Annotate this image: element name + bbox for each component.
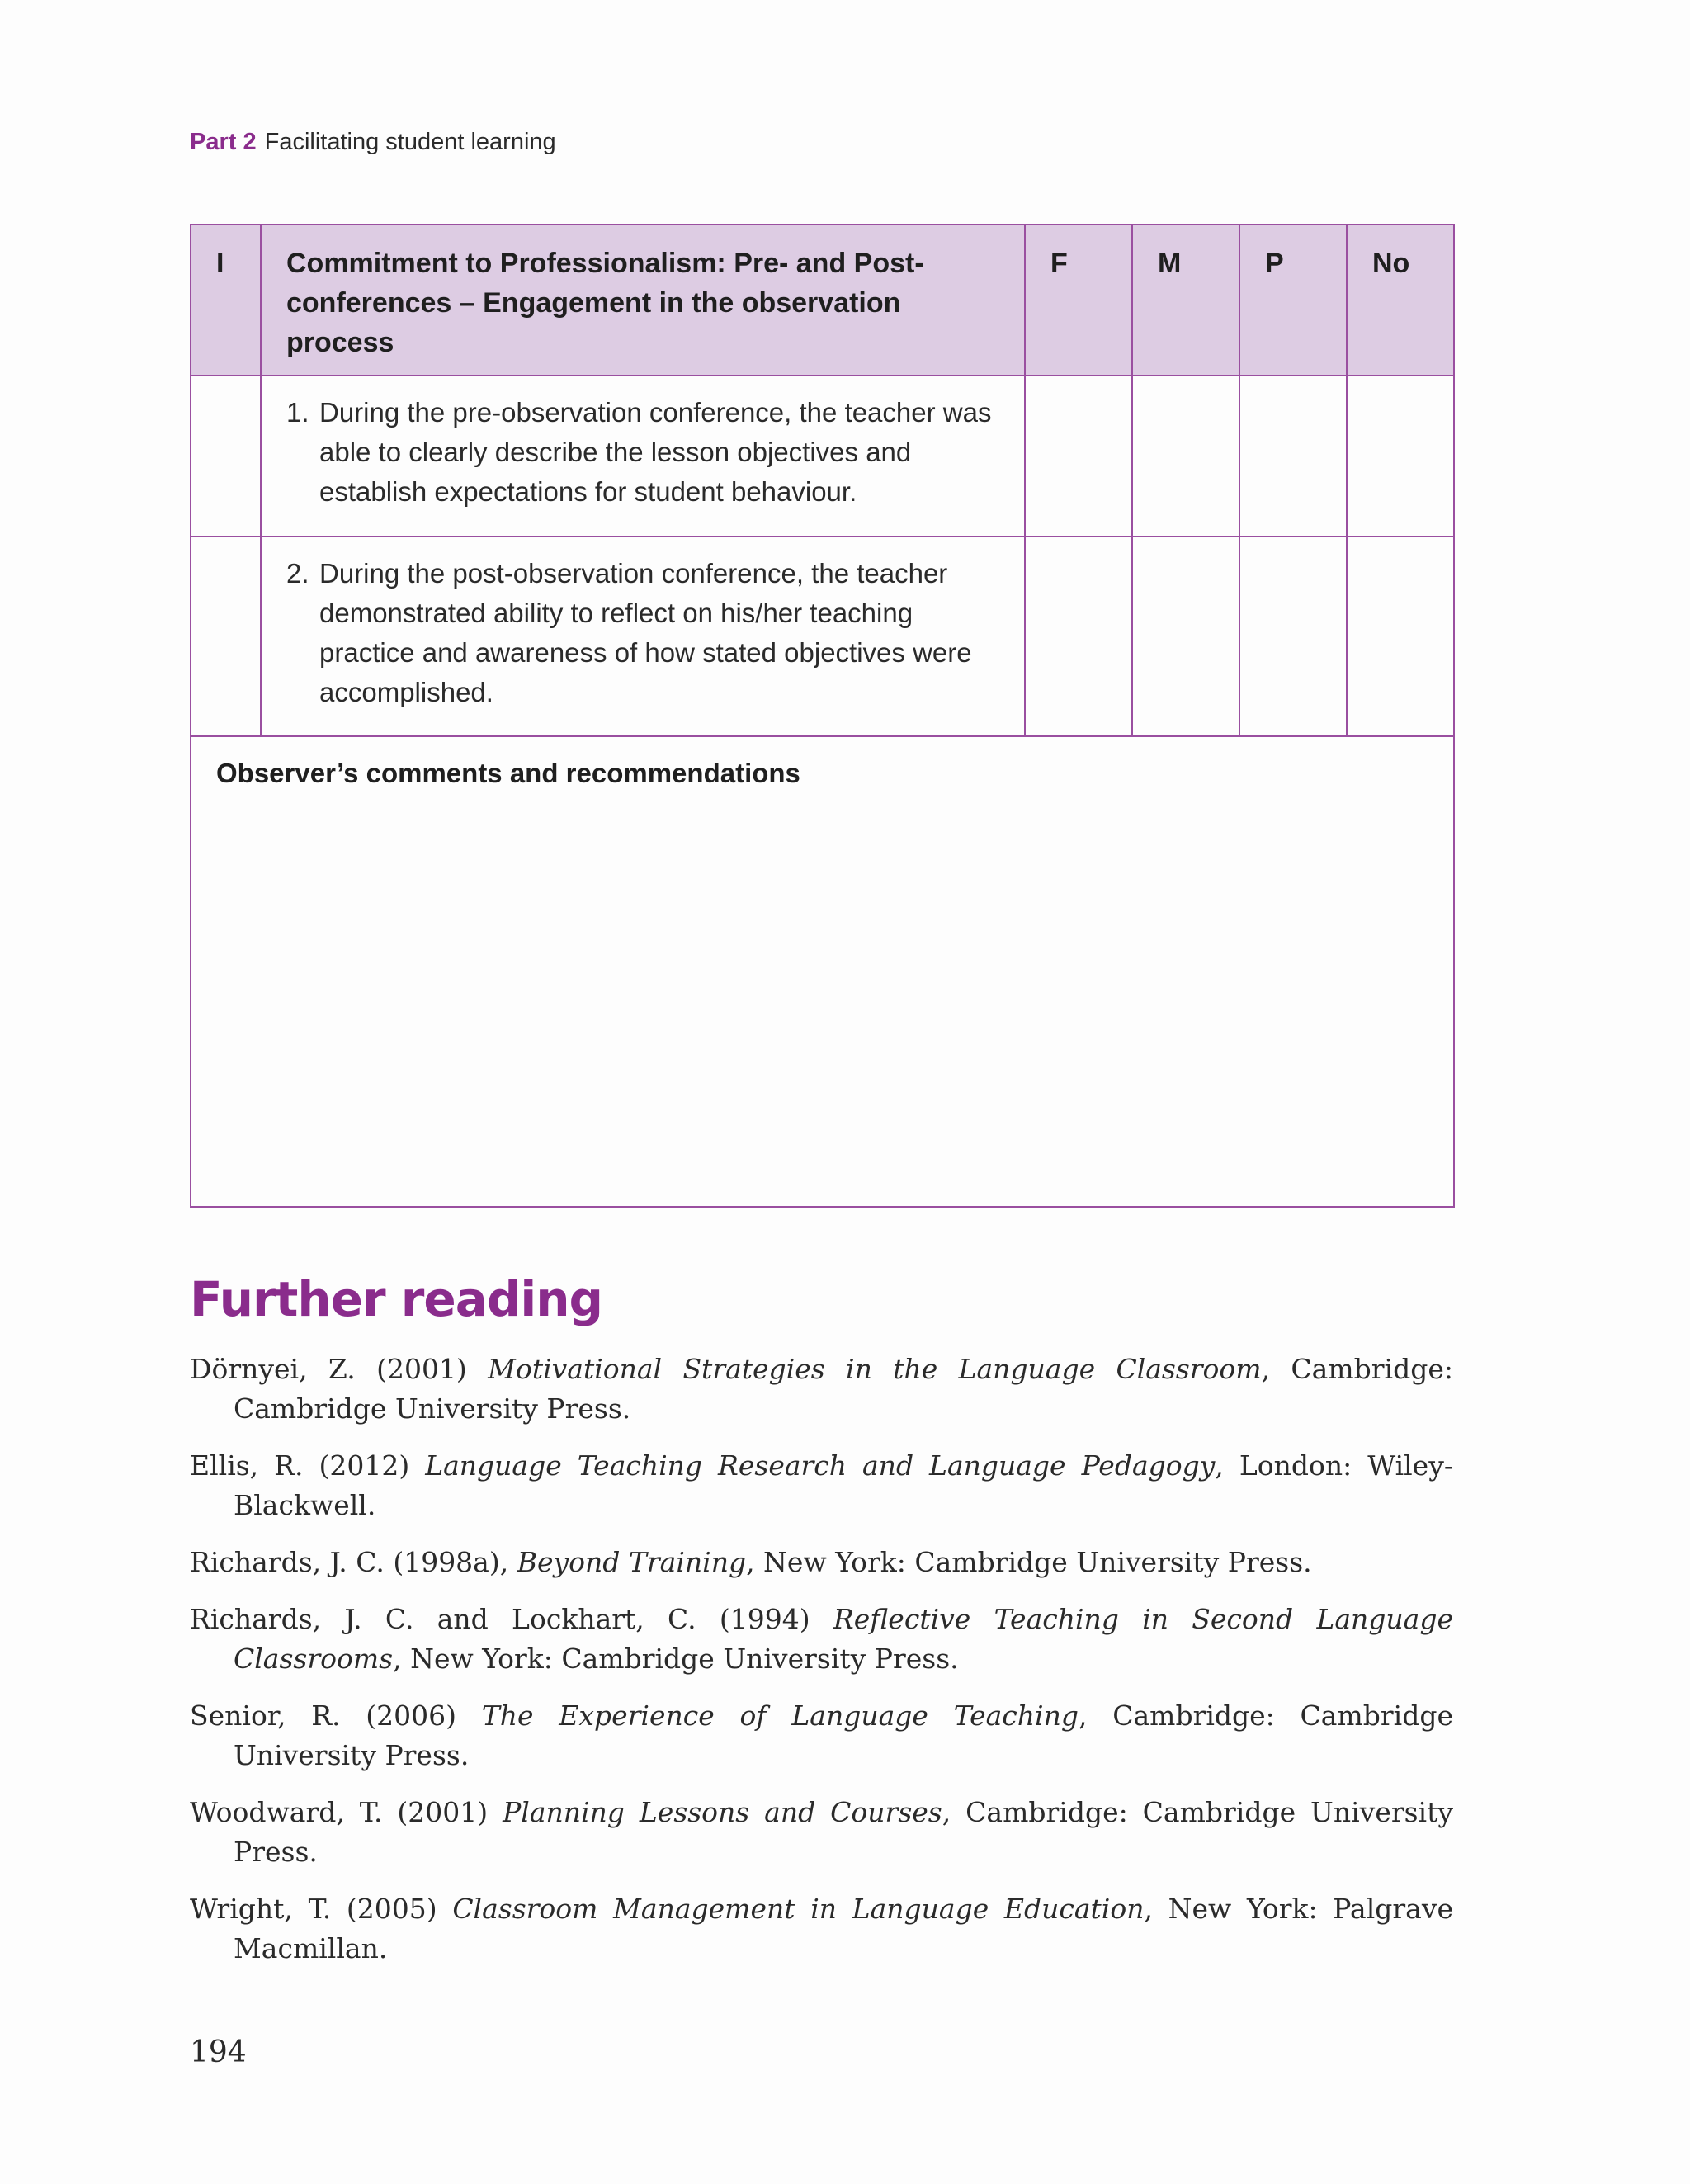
rating-column-p: P — [1239, 225, 1347, 376]
row-number-cell — [191, 537, 261, 736]
reference-author: Woodward, T. (2001) — [190, 1796, 503, 1828]
reference-title: Motivational Strategies in the Language Classroom — [488, 1353, 1262, 1385]
reference-author: Richards, J. C. and Lockhart, C. (1994) — [190, 1603, 833, 1635]
reference-item — [190, 1889, 1453, 1969]
table-row — [191, 537, 1454, 736]
rating-cell-f[interactable] — [1025, 537, 1132, 736]
reference-title: Classroom Management in Language Education — [452, 1893, 1145, 1925]
section-number: I — [191, 225, 261, 376]
reference-publisher: , Cambridge: Cambridge University Press. — [234, 1796, 1454, 1868]
rating-cell-no[interactable] — [1347, 537, 1454, 736]
rating-cell-m[interactable] — [1132, 376, 1239, 537]
part-label: Part 2 — [190, 129, 257, 155]
reference-title: Planning Lessons and Courses — [503, 1796, 942, 1828]
rating-cell-f[interactable] — [1025, 376, 1132, 537]
reference-author: Dörnyei, Z. (2001) — [190, 1353, 489, 1385]
rating-cell-no[interactable] — [1347, 376, 1454, 537]
reference-author: Richards, J. C. (1998a), — [190, 1546, 517, 1578]
row-number-cell — [191, 376, 261, 537]
comments-row — [191, 736, 1454, 1207]
criterion-text: During the post-observation conference, the teacher demonstrated ability to reflect on his/her teaching practice and awareness of how stated objectives were accomplished. — [319, 558, 972, 707]
running-head — [190, 129, 556, 156]
reference-title: Beyond Training — [517, 1546, 747, 1578]
reference-item — [190, 1446, 1453, 1525]
criterion-number: 2. — [286, 558, 309, 589]
reference-publisher: , New York: Cambridge University Press. — [393, 1643, 959, 1675]
reference-item — [190, 1600, 1453, 1679]
reference-publisher: , New York: Palgrave Macmillan. — [234, 1893, 1454, 1964]
part-title: Facilitating student learning — [264, 129, 556, 155]
reference-author: Ellis, R. (2012) — [190, 1449, 426, 1482]
rating-cell-p[interactable] — [1239, 376, 1347, 537]
reference-title: Language Teaching Research and Language Pedagogy — [425, 1449, 1216, 1482]
comments-label: Observer’s comments and recommendations — [216, 758, 800, 788]
reference-title: Reflective Teaching in Second Language Classrooms — [234, 1603, 1453, 1675]
table-header-row — [191, 225, 1454, 376]
reference-item — [190, 1696, 1453, 1775]
reference-item — [190, 1543, 1453, 1582]
reference-author: Wright, T. (2005) — [190, 1893, 453, 1925]
reference-publisher: , Cambridge: Cambridge University Press. — [234, 1699, 1453, 1771]
rating-column-no: No — [1347, 225, 1454, 376]
reference-publisher: , London: Wiley-Blackwell. — [234, 1449, 1454, 1521]
reference-item — [190, 1350, 1453, 1429]
rating-column-f: F — [1025, 225, 1132, 376]
reference-list — [190, 1350, 1453, 1986]
rating-column-m: M — [1132, 225, 1239, 376]
reference-author: Senior, R. (2006) — [190, 1699, 482, 1732]
reference-title: The Experience of Language Teaching — [481, 1699, 1079, 1732]
comments-box[interactable] — [191, 736, 1454, 1207]
further-reading-heading: Further reading — [190, 1271, 603, 1327]
section-title: Commitment to Professionalism: Pre- and Post-conferences – Engagement in the observation process — [261, 225, 1025, 376]
rating-cell-m[interactable] — [1132, 537, 1239, 736]
reference-publisher: , New York: Cambridge University Press. — [746, 1546, 1312, 1578]
criterion-number: 1. — [286, 397, 309, 428]
criterion-text: During the pre-observation conference, the teacher was able to clearly describe the lesson objectives and establish expectations for student behaviour. — [319, 397, 992, 507]
observation-table — [190, 224, 1455, 1208]
rating-cell-p[interactable] — [1239, 537, 1347, 736]
page-number: 194 — [190, 2035, 247, 2069]
reference-item — [190, 1793, 1453, 1872]
reference-publisher: , Cambridge: Cambridge University Press. — [234, 1353, 1453, 1425]
criterion-cell — [261, 537, 1025, 736]
criterion-cell — [261, 376, 1025, 537]
table-row — [191, 376, 1454, 537]
